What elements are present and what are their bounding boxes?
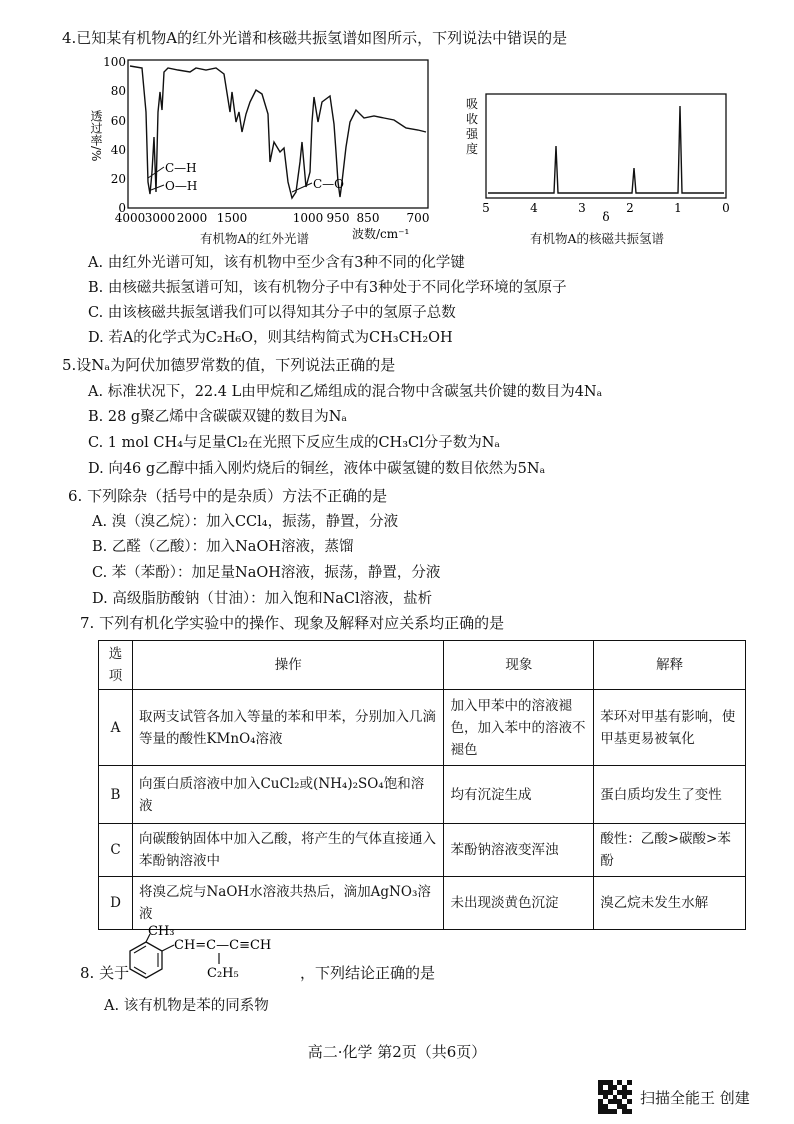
- q5-stem: 5.设Nₐ为阿伏加德罗常数的值，下列说法正确的是: [62, 356, 396, 374]
- table-cell-option: A: [99, 690, 133, 766]
- table-row: [99, 766, 746, 824]
- q4-option-c: C. 由该核磁共振氢谱我们可以得知其分子中的氢原子总数: [88, 305, 456, 321]
- q6-option-c: C. 苯（苯酚）：加足量NaOH溶液，振荡，静置，分液: [92, 565, 441, 581]
- scanner-watermark: [598, 1080, 750, 1114]
- benzene-ring: [130, 942, 162, 978]
- nmr-xtick: 0: [722, 201, 730, 215]
- q4-stem: 4.已知某有机物A的红外光谱和核磁共振氢谱如图所示，下列说法中错误的是: [62, 29, 568, 47]
- table-cell-explanation: 溴乙烷未发生水解: [594, 877, 746, 930]
- nmr-xunit: δ: [602, 210, 610, 222]
- table-header: 现象: [444, 641, 594, 690]
- table-row: [99, 690, 746, 766]
- table-cell-phenomenon: 未出现淡黄色沉淀: [444, 877, 594, 930]
- ir-xunit: 波数/cm⁻¹: [352, 227, 410, 241]
- q4-option-b: B. 由核磁共振氢谱可知，该有机物分子中有3种处于不同化学环境的氢原子: [88, 280, 567, 296]
- q5-option-c: C. 1 mol CH₄与足量Cl₂在光照下反应生成的CH₃Cl分子数为Nₐ: [88, 435, 501, 451]
- struct-chain: CH=C—C≡CH: [174, 938, 272, 953]
- table-header-row: [99, 641, 746, 690]
- table-cell-option: C: [99, 824, 133, 877]
- nmr-caption: 有机物A的核磁共振氢谱: [530, 231, 665, 246]
- table-cell-operation: 向碳酸钠固体中加入乙酸，将产生的气体直接通入苯酚钠溶液中: [132, 824, 444, 877]
- nmr-ylabel: 强: [465, 127, 479, 141]
- table-cell-operation: 向蛋白质溶液中加入CuCl₂或(NH₄)₂SO₄饱和溶液: [132, 766, 444, 824]
- q4-option-d: D. 若A的化学式为C₂H₆O，则其结构简式为CH₃CH₂OH: [88, 330, 453, 346]
- table-cell-operation: 将溴乙烷与NaOH水溶液共热后，滴加AgNO₃溶液: [132, 877, 444, 930]
- struct-c2h5: C₂H₅: [207, 966, 239, 981]
- ir-ytick: 0: [118, 201, 126, 215]
- q6-option-a: A. 溴（溴乙烷）：加入CCl₄，振荡，静置，分液: [92, 514, 399, 530]
- ir-xtick: 3000: [144, 211, 176, 225]
- table-cell-explanation: 蛋白质均发生了变性: [594, 766, 746, 824]
- table-cell-option: B: [99, 766, 133, 824]
- nmr-curve: [488, 106, 724, 193]
- nmr-spectrum-chart: [462, 92, 742, 222]
- scanner-text: 扫描全能王 创建: [640, 1088, 750, 1107]
- ir-spectrum-chart: [84, 52, 444, 244]
- q7-stem: 7. 下列有机化学实验中的操作、现象及解释对应关系均正确的是: [80, 614, 505, 632]
- ir-ann-line: [292, 183, 312, 192]
- table-cell-phenomenon: 均有沉淀生成: [444, 766, 594, 824]
- q6-stem: 6. 下列除杂（括号中的是杂质）方法不正确的是: [68, 487, 388, 505]
- ir-ytick: 40: [110, 143, 126, 157]
- q6-option-d: D. 高级脂肪酸钠（甘油）：加入饱和NaCl溶液，盐析: [92, 591, 433, 607]
- ir-ytick: 20: [110, 172, 126, 186]
- table-cell-explanation: 酸性：乙酸>碳酸>苯酚: [594, 824, 746, 877]
- ir-ann-line: [151, 185, 164, 190]
- ir-xtick: 850: [356, 211, 380, 225]
- table-header: 解释: [594, 641, 746, 690]
- ir-xtick: 1500: [216, 211, 248, 225]
- table-cell-explanation: 苯环对甲基有影响，使甲基更易被氧化: [594, 690, 746, 766]
- q8-prefix: 8. 关于: [80, 964, 130, 982]
- q8-structure-formula: [124, 922, 304, 988]
- nmr-xtick: 5: [482, 201, 490, 215]
- experiment-table: [98, 640, 746, 930]
- table-cell-option: D: [99, 877, 133, 930]
- ir-ann-ch: C—H: [165, 161, 197, 175]
- q8-suffix: ，下列结论正确的是: [300, 964, 436, 982]
- table-row: [99, 824, 746, 877]
- ir-caption: 有机物A的红外光谱: [200, 231, 310, 246]
- table-header: 操作: [132, 641, 444, 690]
- nmr-xtick: 3: [578, 201, 586, 215]
- ir-xtick: 700: [406, 211, 430, 225]
- struct-ch3: CH₃: [148, 924, 175, 939]
- table-cell-phenomenon: 苯酚钠溶液变浑浊: [444, 824, 594, 877]
- q8-option-a: A. 该有机物是苯的同系物: [104, 998, 269, 1014]
- ir-ylabel: 透过率/%: [89, 110, 103, 162]
- nmr-frame: [486, 94, 726, 198]
- ir-xtick: 1000: [292, 211, 324, 225]
- q5-option-a: A. 标准状况下，22.4 L由甲烷和乙烯组成的混合物中含碳氢共价键的数目为4Nₐ: [88, 384, 603, 400]
- nmr-ylabel: 度: [465, 142, 479, 156]
- ir-xtick: 950: [326, 211, 350, 225]
- qr-code-icon: [598, 1080, 632, 1114]
- ir-ytick: 80: [110, 84, 126, 98]
- ir-ytick: 60: [110, 114, 126, 128]
- page-footer: 高二·化学 第2页（共6页）: [307, 1043, 487, 1061]
- q5-option-b: B. 28 g聚乙烯中含碳碳双键的数目为Nₐ: [88, 409, 347, 425]
- nmr-xtick: 2: [626, 201, 634, 215]
- q5-option-d: D. 向46 g乙醇中插入刚灼烧后的铜丝，液体中碳氢键的数目依然为5Nₐ: [88, 461, 546, 477]
- q4-option-a: A. 由红外光谱可知，该有机物中至少含有3种不同的化学键: [88, 255, 465, 271]
- ir-ann-co: C—O: [313, 177, 345, 191]
- ir-ytick: 100: [103, 55, 126, 69]
- ir-xtick: 4000: [114, 211, 146, 225]
- table-header: 选项: [99, 641, 133, 690]
- nmr-xtick: 1: [674, 201, 682, 215]
- table-cell-operation: 取两支试管各加入等量的苯和甲苯，分别加入几滴等量的酸性KMnO₄溶液: [132, 690, 444, 766]
- nmr-ylabel: 收: [465, 112, 479, 126]
- nmr-xtick: 4: [530, 201, 538, 215]
- table-cell-phenomenon: 加入甲苯中的溶液褪色，加入苯中的溶液不褪色: [444, 690, 594, 766]
- ir-xtick: 2000: [176, 211, 208, 225]
- ir-ann-oh: O—H: [165, 179, 198, 193]
- q6-option-b: B. 乙醛（乙酸）：加入NaOH溶液，蒸馏: [92, 539, 354, 555]
- nmr-ylabel: 吸: [465, 97, 479, 111]
